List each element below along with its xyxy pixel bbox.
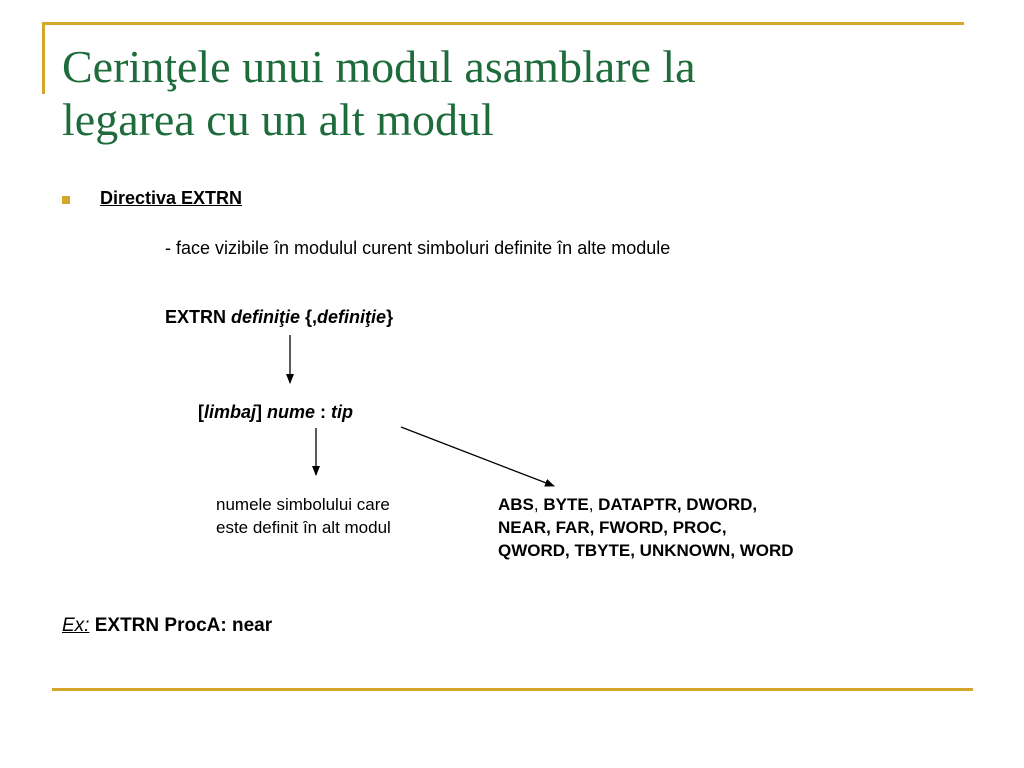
param-lb: [ (198, 402, 204, 422)
type-line3: QWORD, TBYTE, UNKNOWN, WORD (498, 541, 794, 560)
type-byte: BYTE (543, 495, 589, 514)
bullet-heading: Directiva EXTRN (100, 188, 243, 208)
syntax-close: } (386, 307, 394, 327)
type-abs: ABS (498, 495, 534, 514)
type-line2: NEAR, FAR, FWORD, PROC, (498, 518, 727, 537)
example-code: EXTRN ProcA: near (89, 615, 273, 636)
param-tip: tip (331, 402, 354, 422)
syntax-keyword: EXTRN (165, 307, 232, 327)
param-nume: nume (267, 402, 316, 422)
param-limbaj: limbaj (204, 402, 257, 422)
param-colon: : (315, 402, 332, 422)
name-explanation-line2: este definit în alt modul (216, 518, 391, 537)
type-sep1: , (533, 495, 544, 514)
example-label: Ex: (62, 615, 90, 636)
arrow-type-to-list (401, 427, 554, 486)
type-sep2: , (588, 495, 599, 514)
directive-description: - face vizibile în modulul curent simboluri definite în alte module (165, 238, 671, 258)
syntax-arg2: definiţie (317, 307, 387, 327)
name-explanation-line1: numele simbolului care (216, 495, 390, 514)
slide-title-line2: legarea cu un alt modul (62, 94, 494, 145)
syntax-open: {, (300, 307, 318, 327)
slide-title-line1: Cerinţele unui modul asamblare la (62, 41, 696, 92)
syntax-arg1: definiţie (231, 307, 301, 327)
param-rb: ] (256, 402, 268, 422)
accent-bottom-line (52, 688, 973, 691)
type-line1-rest: DATAPTR, DWORD, (598, 495, 758, 514)
